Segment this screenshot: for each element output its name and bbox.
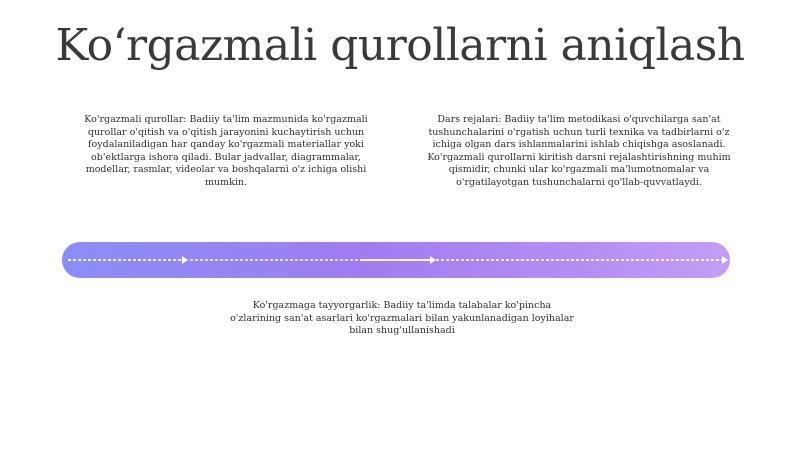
text-block-exhibition-prep: Ko'rgazmaga tayyorgarlik: Badiiy ta'limda talabalar ko'pincha o'zlarining san'at asarlari ko'rgazmalari bilan yakunlanadigan loyihalar bilan shug'ullanishadi bbox=[230, 300, 574, 337]
arrow-right-icon bbox=[182, 256, 188, 264]
slide-title: Ko‘rgazmali qurollarni aniqlash bbox=[55, 20, 745, 71]
timeline-segment bbox=[68, 259, 184, 261]
arrow-right-icon bbox=[722, 256, 728, 264]
text-block-visual-aids: Ko'rgazmali qurollar: Badiiy ta'lim mazmunida ko'rgazmali qurollar o'qitish va o'qitish jarayonini kuchaytirish uchun foydalaniladigan har qanday ko'rgazmali materiallar yoki ob'ektlarga ishora qiladi. Bular jadvallar, diagrammalar, modellar, rasmlar, videolar va boshqalarni o'z ichiga olishi mumkin. bbox=[84, 114, 368, 188]
timeline-track bbox=[68, 259, 724, 261]
timeline-segment bbox=[360, 259, 430, 261]
timeline-segment bbox=[190, 259, 360, 261]
timeline-segment bbox=[436, 259, 726, 261]
text-block-lesson-plans: Dars rejalari: Badiiy ta'lim metodikasi o'quvchilarga san'at tushunchalarini o'rgatish uchun turli texnika va tadbirlarni o'z ichiga olgan dars ishlanmalarini ishlab chiqishga asoslanadi. Ko'rgazmali qurollarni kiritish darsni rejalashtirishning muhim qismidir, chunki ular ko'rgazmali ma'lumotnomalar va o'rgatilayotgan tushunchalarni qo'llab-quvvatlaydi. bbox=[427, 114, 731, 188]
timeline-bar bbox=[62, 242, 730, 278]
